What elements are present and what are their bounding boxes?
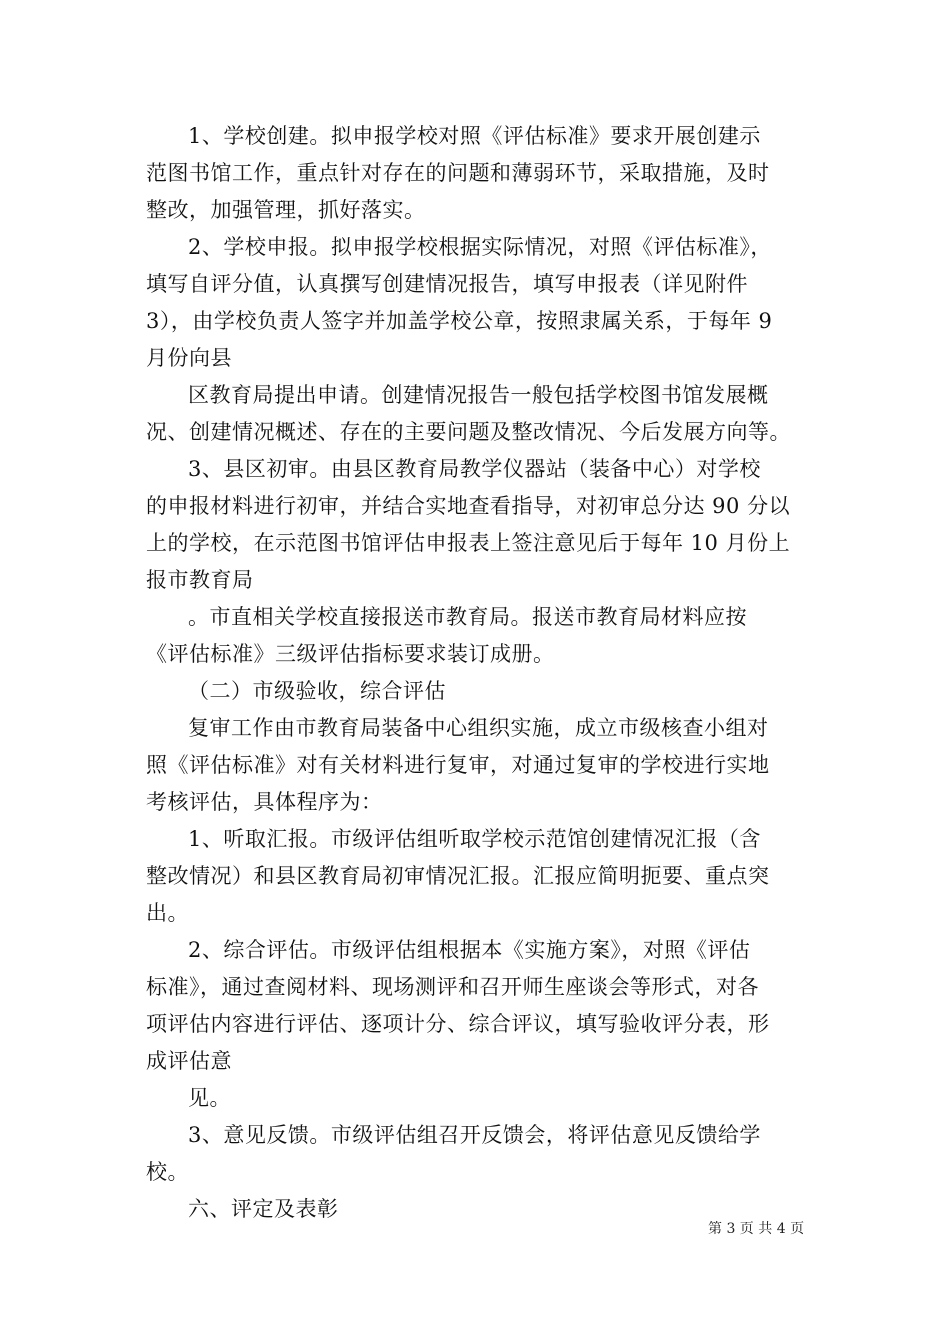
paragraph-2: 2、学校申报。拟申报学校根据实际情况，对照《评估标准》， 填写自评分值，认真撰写创建情况报告，填写申报表（详见附件 3），由学校负责人签字并加盖学校公章，按照隶属关系，于每年 9 月份向县 (146, 235, 773, 370)
section-heading-6: 六、评定及表彰 (188, 1197, 339, 1221)
paragraph-9: 见。 (188, 1086, 231, 1110)
paragraph-4: 3、县区初审。由县区教育局教学仪器站（装备中心）对学校 的申报材料进行初审，并结合实地查看指导，对初审总分达 90 分以 上的学校，在示范图书馆评估申报表上签注意见后于每年 10 月份上 报市教育局 (146, 457, 791, 592)
paragraph-7: 1、听取汇报。市级评估组听取学校示范馆创建情况汇报（含 整改情况）和县区教育局初审情况汇报。汇报应简明扼要、重点突 出。 (146, 827, 770, 925)
paragraph-1: 1、学校创建。拟申报学校对照《评估标准》要求开展创建示 范图书馆工作，重点针对存在的问题和薄弱环节，采取措施，及时 整改，加强管理，抓好落实。 (146, 124, 770, 222)
paragraph-5: 。市直相关学校直接报送市教育局。报送市教育局材料应按 《评估标准》三级评估指标要求装订成册。 (146, 605, 747, 666)
paragraph-8: 2、综合评估。市级评估组根据本《实施方案》，对照《评估 标准》，通过查阅材料、现场测评和召开师生座谈会等形式，对各 项评估内容进行评估、逐项计分、综合评议，填写验收评分表，形 成评估意 (146, 938, 770, 1073)
paragraph-3: 区教育局提出申请。创建情况报告一般包括学校图书馆发展概 况、创建情况概述、存在的主要问题及整改情况、今后发展方向等。 (146, 383, 791, 444)
page-number: 第 3 页 共 4 页 (708, 1221, 805, 1237)
paragraph-10: 3、意见反馈。市级评估组召开反馈会，将评估意见反馈给学 校。 (146, 1123, 761, 1184)
document-body (146, 118, 810, 1228)
paragraph-6: 复审工作由市教育局装备中心组织实施，成立市级核查小组对 照《评估标准》对有关材料进行复审，对通过复审的学校进行实地 考核评估，具体程序为： (146, 716, 770, 814)
section-heading-2: （二）市级验收，综合评估 (188, 679, 446, 703)
